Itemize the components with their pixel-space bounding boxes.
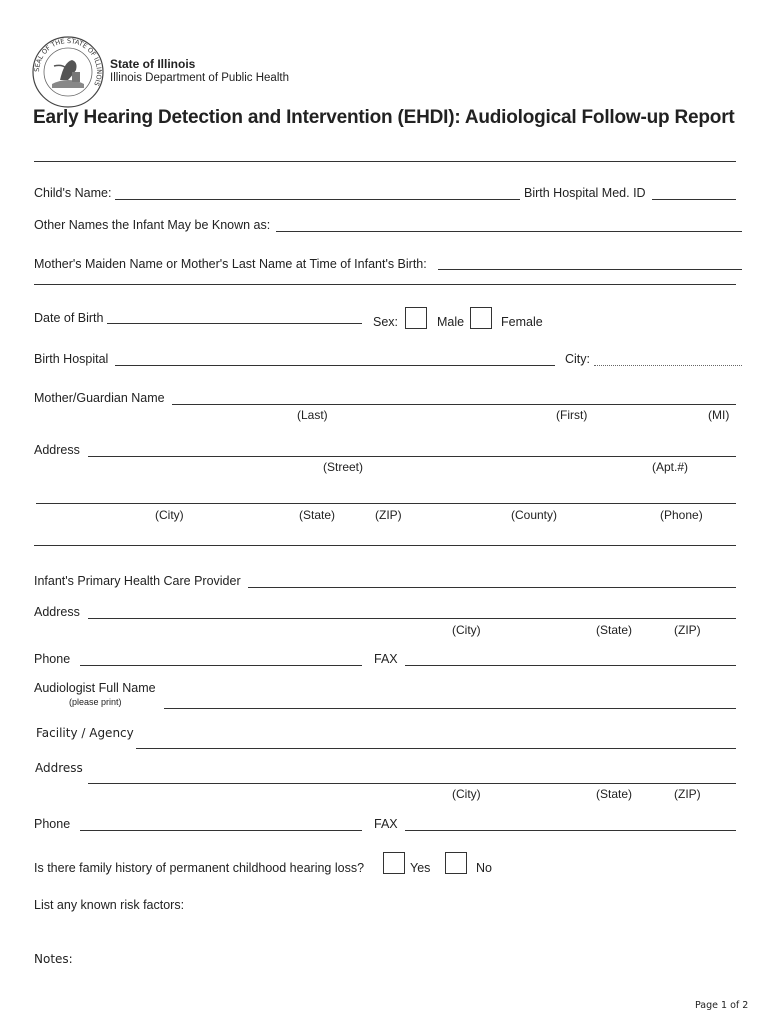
audiologist-name-label: Audiologist Full Name: [34, 681, 156, 695]
childs-name-field[interactable]: [115, 199, 520, 200]
primary-care-provider-label: Infant's Primary Health Care Provider: [34, 574, 241, 588]
mothers-maiden-name-field[interactable]: [438, 269, 742, 270]
mothers-maiden-name-label: Mother's Maiden Name or Mother's Last Name at Time of Infant's Birth:: [34, 257, 427, 271]
phone-caption: (Phone): [660, 508, 703, 522]
notes-label: Notes:: [34, 952, 73, 966]
mother-guardian-name-field[interactable]: [172, 404, 736, 405]
state-caption: (State): [299, 508, 336, 522]
please-print-note: (please print): [69, 697, 122, 707]
birth-hospital-label: Birth Hospital: [34, 352, 109, 366]
primary-care-provider-field[interactable]: [248, 587, 736, 588]
audiologist-phone-label: Phone: [34, 817, 71, 831]
street-address-field[interactable]: [88, 456, 736, 457]
mother-guardian-name-label: Mother/Guardian Name: [34, 391, 165, 405]
mothers-maiden-name-extra-field[interactable]: [34, 284, 736, 285]
city-caption: (City): [155, 508, 184, 522]
facility-agency-label: Facility / Agency: [36, 726, 134, 740]
state-name: State of Illinois: [110, 57, 196, 71]
provider-city-caption: (City): [452, 623, 481, 637]
city-label: City:: [565, 352, 590, 366]
illinois-seal-icon: [32, 36, 104, 108]
provider-fax-field[interactable]: [405, 665, 736, 666]
male-label: Male: [437, 315, 465, 329]
audiologist-address-label: Address: [35, 761, 83, 775]
yes-label: Yes: [410, 861, 431, 875]
first-caption: (First): [556, 408, 588, 422]
childs-name-label: Child's Name:: [34, 186, 112, 200]
page-title: Early Hearing Detection and Intervention (EHDI): Audiological Follow-up Report: [33, 107, 735, 128]
street-caption: (Street): [323, 460, 364, 474]
audiologist-fax-label: FAX: [374, 817, 398, 831]
title-divider: [34, 161, 736, 162]
facility-agency-field[interactable]: [136, 748, 736, 749]
birth-city-field[interactable]: [594, 365, 742, 366]
provider-address-label: Address: [34, 605, 80, 619]
provider-fax-label: FAX: [374, 652, 398, 666]
department-name: Illinois Department of Public Health: [110, 72, 289, 84]
audiologist-address-field[interactable]: [88, 783, 736, 784]
address-label: Address: [34, 443, 80, 457]
audiologist-fax-field[interactable]: [405, 830, 736, 831]
date-of-birth-label: Date of Birth: [34, 311, 104, 325]
seal-text: SEAL OF THE STATE OF ILLINOIS: [32, 36, 104, 88]
female-checkbox[interactable]: [470, 307, 492, 329]
other-names-field[interactable]: [276, 231, 742, 232]
sex-label: Sex:: [373, 315, 399, 329]
birth-hospital-med-id-label: Birth Hospital Med. ID: [524, 186, 646, 200]
birth-hospital-med-id-field[interactable]: [652, 199, 736, 200]
provider-state-caption: (State): [596, 623, 633, 637]
page-number: Page 1 of 2: [695, 1000, 749, 1011]
audiologist-phone-field[interactable]: [80, 830, 362, 831]
audiologist-zip-caption: (ZIP): [674, 787, 701, 801]
no-label: No: [476, 861, 492, 875]
birth-hospital-field[interactable]: [115, 365, 555, 366]
family-history-yes-checkbox[interactable]: [383, 852, 405, 874]
city-state-zip-field[interactable]: [36, 503, 736, 504]
provider-zip-caption: (ZIP): [674, 623, 701, 637]
mi-caption: (MI): [708, 408, 730, 422]
date-of-birth-field[interactable]: [107, 323, 362, 324]
provider-phone-field[interactable]: [80, 665, 362, 666]
audiologist-state-caption: (State): [596, 787, 633, 801]
zip-caption: (ZIP): [375, 508, 402, 522]
family-history-no-checkbox[interactable]: [445, 852, 467, 874]
section-divider: [34, 545, 736, 546]
risk-factors-label: List any known risk factors:: [34, 898, 185, 912]
family-history-question: Is there family history of permanent childhood hearing loss?: [34, 861, 365, 875]
provider-address-field[interactable]: [88, 618, 736, 619]
other-names-label: Other Names the Infant May be Known as:: [34, 218, 271, 232]
audiologist-city-caption: (City): [452, 787, 481, 801]
apt-caption: (Apt.#): [652, 460, 689, 474]
male-checkbox[interactable]: [405, 307, 427, 329]
county-caption: (County): [511, 508, 558, 522]
female-label: Female: [501, 315, 543, 329]
last-caption: (Last): [297, 408, 328, 422]
provider-phone-label: Phone: [34, 652, 71, 666]
audiologist-name-field[interactable]: [164, 708, 736, 709]
